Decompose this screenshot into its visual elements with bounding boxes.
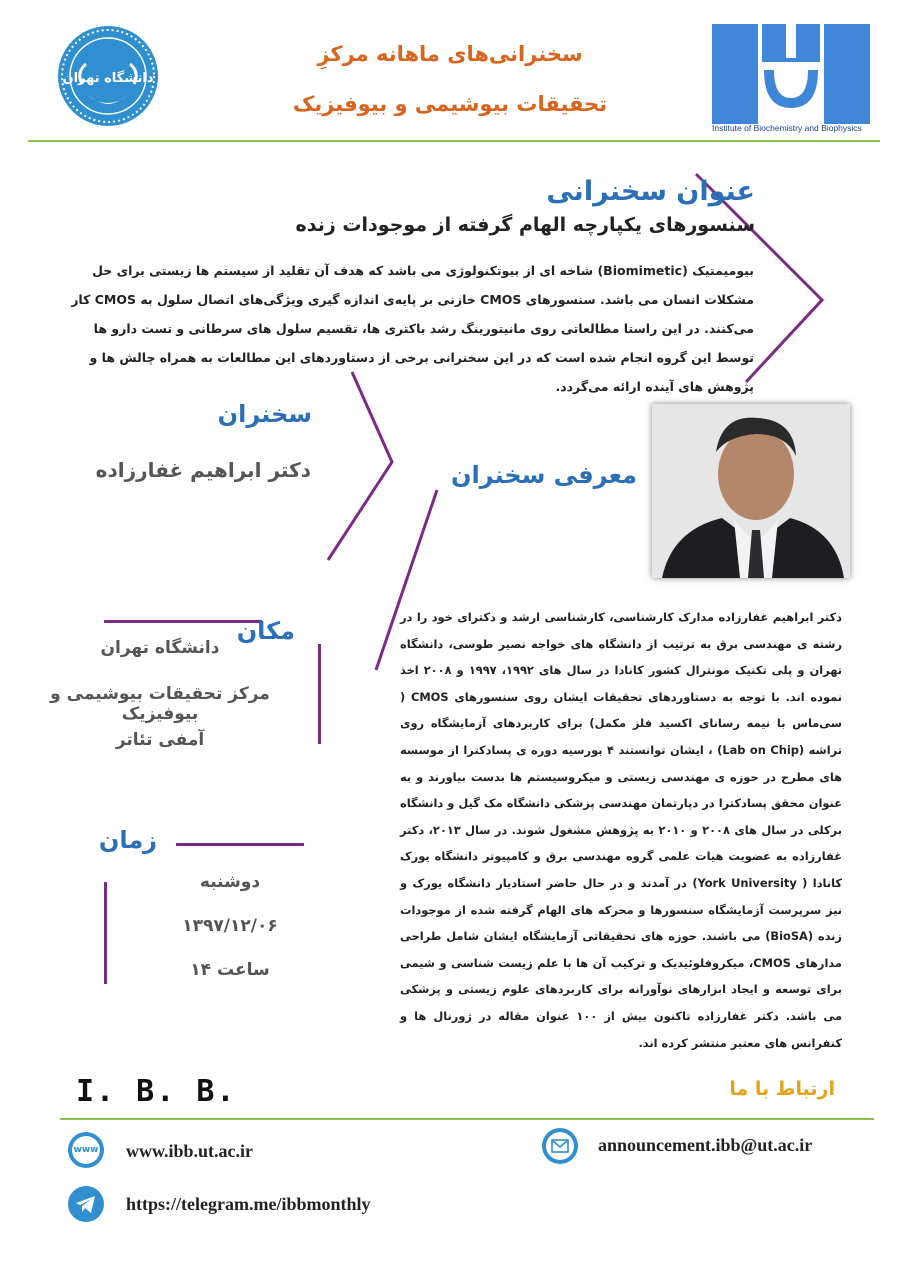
web-icon-label: www xyxy=(72,1136,100,1164)
talk-title-heading: عنوان سخنرانی xyxy=(546,176,755,207)
place-line-center: مرکز تحقیقات بیوشیمی و بیوفیزیک xyxy=(50,684,270,724)
talk-abstract: بیومیمتیک (Biomimetic) شاخه ای از بیوتکنولوژی می باشد که هدف آن تقلید از سیستم ها زیستی برای حل مشکلات انسان می باشد. سنسورهای CMOS خازنی بر پایه‌ی اندازه گیری ویژگی‌های اتصال سلول به CMOS کار می‌کنند. در این راستا مطالعاتی روی مانیتورینگ رشد باکتری ها، تقسیم سلول های سرطانی و تست دارو ها توسط این گروه انجام شده است که در این سخنرانی برخی از دستاوردهای این مطالعات به همراه چالش ها و پژوهش های آینده ارائه می‌گردد. xyxy=(71,263,754,394)
place-line-hall: آمفی تئاتر xyxy=(115,730,205,750)
place-rule-side xyxy=(318,644,321,744)
header-series-title: سخنرانی‌های ماهانه مرکزِ xyxy=(317,42,583,66)
time-rule-top xyxy=(176,843,304,846)
speaker-intro-heading: معرفی سخنران xyxy=(450,461,637,489)
time-date: ۱۳۹۷/۱۲/۰۶ xyxy=(182,916,278,936)
speaker-name: دکتر ابراهیم غفارزاده xyxy=(95,458,311,482)
website-link[interactable]: www.ibb.ut.ac.ir xyxy=(126,1141,254,1161)
time-heading: زمان xyxy=(98,826,157,854)
university-logo-text: دانشگاه تهران xyxy=(62,71,154,86)
web-icon xyxy=(68,1132,104,1168)
talk-title: سنسورهای یکپارچه الهام گرفته از موجودات زنده xyxy=(295,214,755,236)
email-icon xyxy=(542,1128,578,1164)
header-institute-title: تحقیقات بیوشیمی و بیوفیزیک xyxy=(292,92,608,116)
speaker-bio: دکتر ابراهیم غفارزاده مدارک کارشناسی، کارشناسی ارشد و دکترای خود را در رشته ی مهندسی برق به ترتیب از دانشگاه های خواجه نصیر طوسی، دانشگاه تهران و پلی تکنیک مونترال کشور کانادا در سال های ۱۹۹۲، ۱۹۹۷ و ۲۰۰۸ اخذ نموده اند. با توجه به دستاوردهای تحقیقات ایشان روی سنسورهای CMOS ( سی‌ماس با نیمه رسانای اکسید فلز مکمل) برای کاربردهای آزمایشگاه روی تراشه (Lab on Chip) ، ایشان توانستند ۴ بورسیه دوره ی پسادکترا از موسسه های مطرح در حوزه ی مهندسی زیستی و میکروسیستم ها بدست بیاورند و به عنوان محقق پسادکترا در دپارتمان مهندسی پزشکی دانشگاه مک گیل و دانشگاه برکلی در سال های ۲۰۰۸ و ۲۰۱۰ به پژوهش مشغول شوند. در سال ۲۰۱۳، دکتر غفارزاده به عضویت هیات علمی گروه مهندسی برق و کامپیوتر دانشگاه یورک کانادا ( York University) در آمدند و در حال حاضر استادیار دانشگاه یورک و نیز سرپرست آزمایشگاه سنسورها و محرکه های الهام گرفته شده از موجودات زنده (BioSA) می باشند. حوزه های تحقیقاتی آزمایشگاه ایشان شامل طراحی مدارهای CMOS، میکروفلوئیدیک و ترکیب آن ها با علم زیست شناسی و شیمی برای توسعه و ایجاد ابزارهای نوآورانه برای کاربردهای علوم زیستی و پزشکی می باشد. دکتر غفارزاده تاکنون بیش از ۱۰۰ عنوان مقاله در ژورنال ها و کنفرانس های معتبر منتشر کرده اند. xyxy=(400,610,843,1050)
ibb-logo-caption: Institute of Biochemistry and Biophysics xyxy=(712,123,862,133)
time-day: دوشنبه xyxy=(199,872,261,892)
speaker-heading: سخنران xyxy=(217,400,312,428)
email-link[interactable]: announcement.ibb@ut.ac.ir xyxy=(598,1135,813,1155)
contact-heading: ارتباط با ما xyxy=(729,1078,835,1100)
time-hour: ساعت ۱۴ xyxy=(190,960,270,980)
telegram-link[interactable]: https://telegram.me/ibbmonthly xyxy=(126,1194,371,1214)
speaker-photo xyxy=(652,404,850,578)
place-line-university: دانشگاه تهران xyxy=(100,638,220,658)
contact-divider xyxy=(60,1118,874,1120)
telegram-icon xyxy=(68,1186,104,1222)
place-heading: مکان xyxy=(236,617,295,645)
ibb-brand-mark: I. B. B. xyxy=(76,1074,237,1109)
time-rule-side xyxy=(104,882,107,984)
